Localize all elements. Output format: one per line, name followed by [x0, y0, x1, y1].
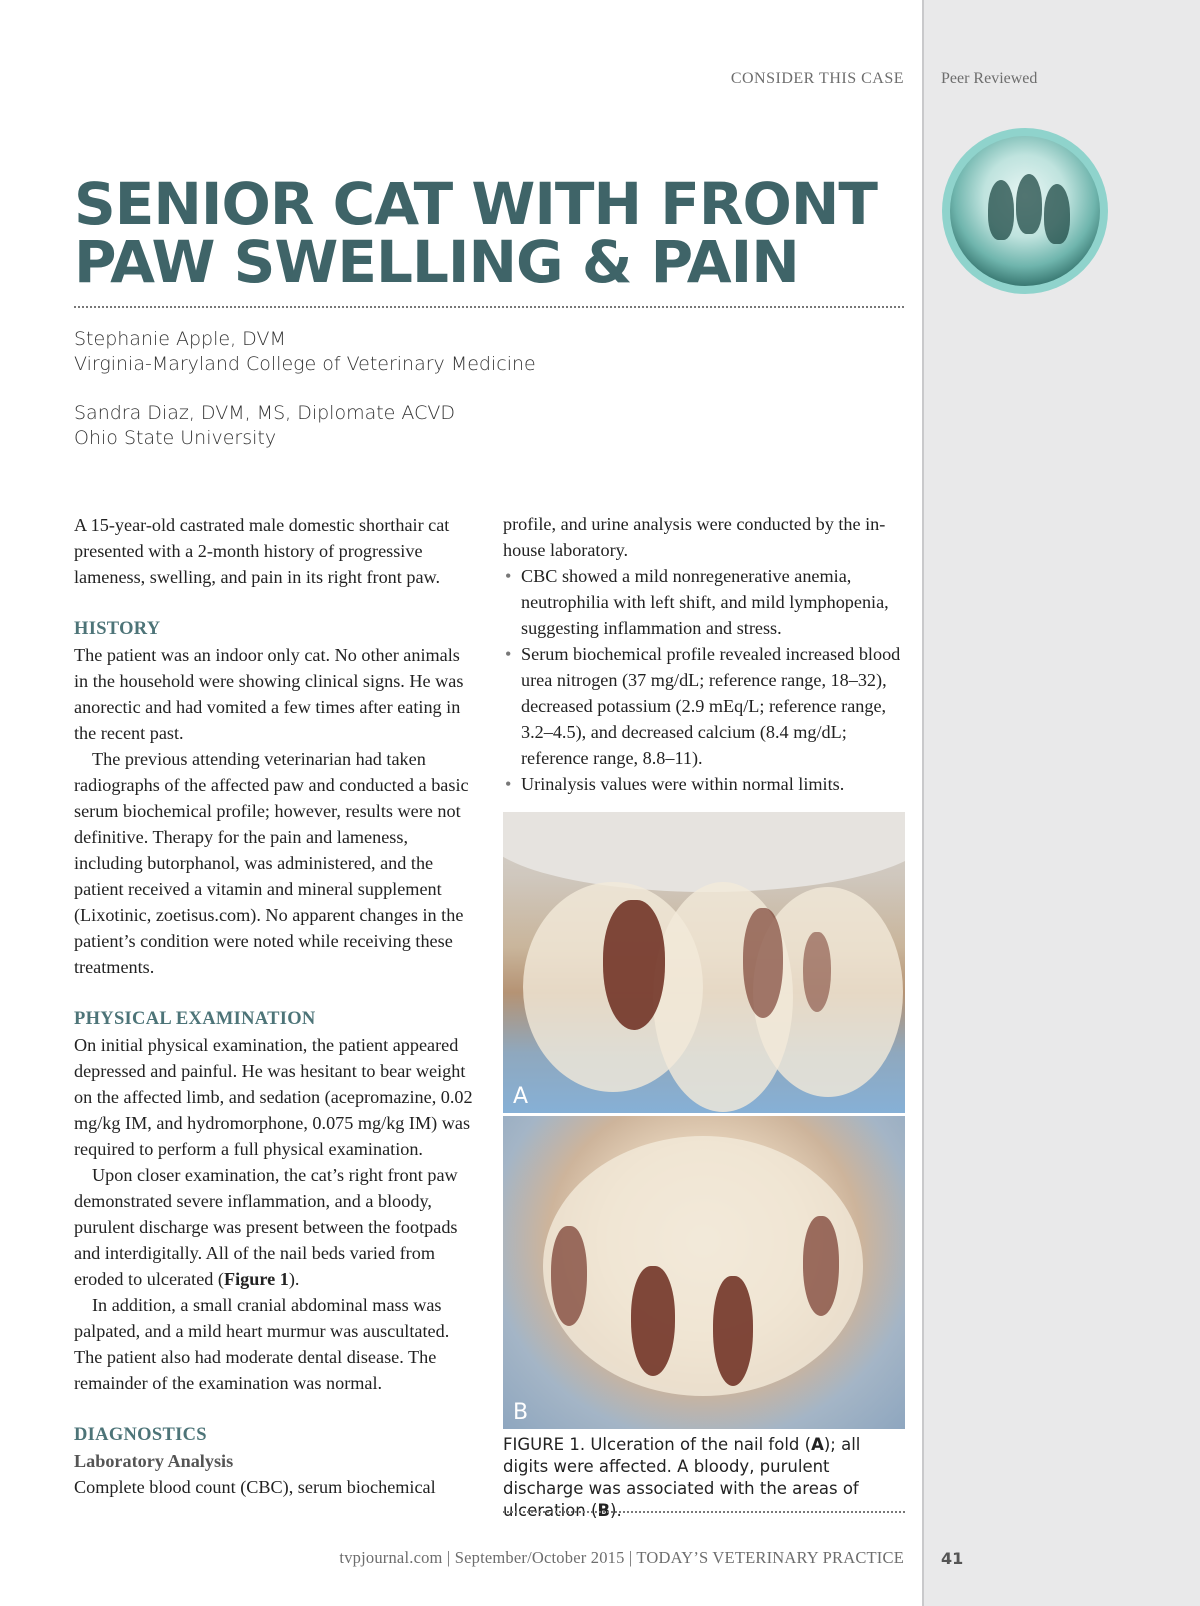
history-paragraph-2: The previous attending veterinarian had taken radiographs of the affected paw and conducted a basic serum biochemical profile; however, results were not definitive. Therapy for the pain and lameness, including butorphanol, was administered, and the patient received a vitamin and mineral supplement (Lixotinic, zoetisus.com). No apparent changes in the patient’s condition were noted while receiving these treatments.	[74, 749, 469, 977]
page-number: 41	[941, 1549, 964, 1568]
diagnostics-paragraph-start: Complete blood count (CBC), serum biochemical	[74, 1477, 436, 1497]
author-name: Stephanie Apple, DVM	[74, 328, 286, 350]
lab-analysis-subheading: Laboratory Analysis	[74, 1451, 234, 1471]
caption-divider	[503, 1511, 905, 1513]
author-block	[74, 327, 536, 377]
diagnostics-heading: DIAGNOSTICS	[74, 1425, 207, 1445]
figure-reference-link[interactable]: Figure 1	[223, 1269, 289, 1289]
body-column-right	[503, 511, 908, 797]
caption-ref-b: B	[597, 1501, 611, 1520]
author-name: Sandra Diaz, DVM, MS, Diplomate ACVD	[74, 402, 455, 424]
figure-1a-photo	[503, 812, 905, 1113]
physical-exam-heading: PHYSICAL EXAMINATION	[74, 1009, 316, 1029]
lab-results-list	[503, 563, 908, 797]
physical-paragraph-1: On initial physical examination, the patient appeared depressed and painful. He was hesitant to bear weight on the affected limb, and sedation (acepromazine, 0.02 mg/kg IM, and hydromorphone, 0.075 mg/kg IM) was required to perform a full physical examination.	[74, 1035, 473, 1159]
title-line-2: PAW SWELLING & PAIN	[74, 228, 799, 296]
body-column-left	[74, 512, 474, 1500]
peer-reviewed-label: Peer Reviewed	[941, 70, 1038, 87]
physical-paragraph-2-end: ).	[288, 1269, 300, 1289]
list-item: • Serum biochemical profile revealed increased blood urea nitrogen (37 mg/dL; reference range, 18–32), decreased potassium (2.9 mEq/L; reference range, 3.2–4.5), and decreased calcium (8.4 mg/dL; reference range, 8.8–11).	[503, 641, 908, 771]
caption-text: ).	[610, 1501, 622, 1520]
list-item: • CBC showed a mild nonregenerative anemia, neutrophilia with left shift, and mild lymphopenia, suggesting inflammation and stress.	[503, 563, 908, 641]
list-item: • Urinalysis values were within normal limits.	[503, 771, 908, 797]
figure-label-a: A	[513, 1084, 529, 1109]
caption-text: ); all digits were affected. A bloody, purulent discharge was associated with the areas of ulceration (	[503, 1435, 861, 1520]
author-affiliation: Ohio State University	[74, 427, 277, 449]
title-divider	[74, 306, 904, 308]
history-heading: HISTORY	[74, 619, 161, 639]
figure-caption	[503, 1434, 908, 1522]
title-line-1: SENIOR CAT WITH FRONT	[74, 170, 877, 238]
intro-paragraph: A 15-year-old castrated male domestic shorthair cat presented with a 2-month history of progressive lameness, swelling, and pain in its right front paw.	[74, 515, 450, 587]
page-footer: tvpjournal.com | September/October 2015 | TODAY’S VETERINARY PRACTICE	[339, 1548, 904, 1567]
physical-paragraph-2	[74, 1162, 474, 1292]
diagnostics-paragraph-continued: profile, and urine analysis were conducted by the in-house laboratory.	[503, 514, 886, 560]
article-title	[74, 170, 894, 296]
physical-paragraph-3: In addition, a small cranial abdominal mass was palpated, and a mild heart murmur was auscultated. The patient also had moderate dental disease. The remainder of the examination was normal.	[74, 1295, 450, 1393]
history-paragraph-1: The patient was an indoor only cat. No other animals in the household were showing clinical signs. He was anorectic and had vomited a few times after eating in the recent past.	[74, 645, 464, 743]
section-kicker: CONSIDER THIS CASE	[730, 70, 904, 87]
author-list	[74, 327, 536, 475]
physical-paragraph-2-text: Upon closer examination, the cat’s right front paw demonstrated severe inflammation, and a bloody, purulent discharge was present between the footpads and interdigitally. All of the nail beds varied from eroded to ulcerated (	[74, 1165, 458, 1289]
caption-ref-a: A	[811, 1435, 824, 1454]
author-block	[74, 401, 536, 451]
author-affiliation: Virginia-Maryland College of Veterinary Medicine	[74, 353, 536, 375]
figure-1b-photo	[503, 1116, 905, 1429]
caption-text: FIGURE 1. Ulceration of the nail fold (	[503, 1435, 812, 1454]
figure-label-b: B	[513, 1400, 529, 1425]
cover-thumbnail-image	[942, 128, 1108, 294]
